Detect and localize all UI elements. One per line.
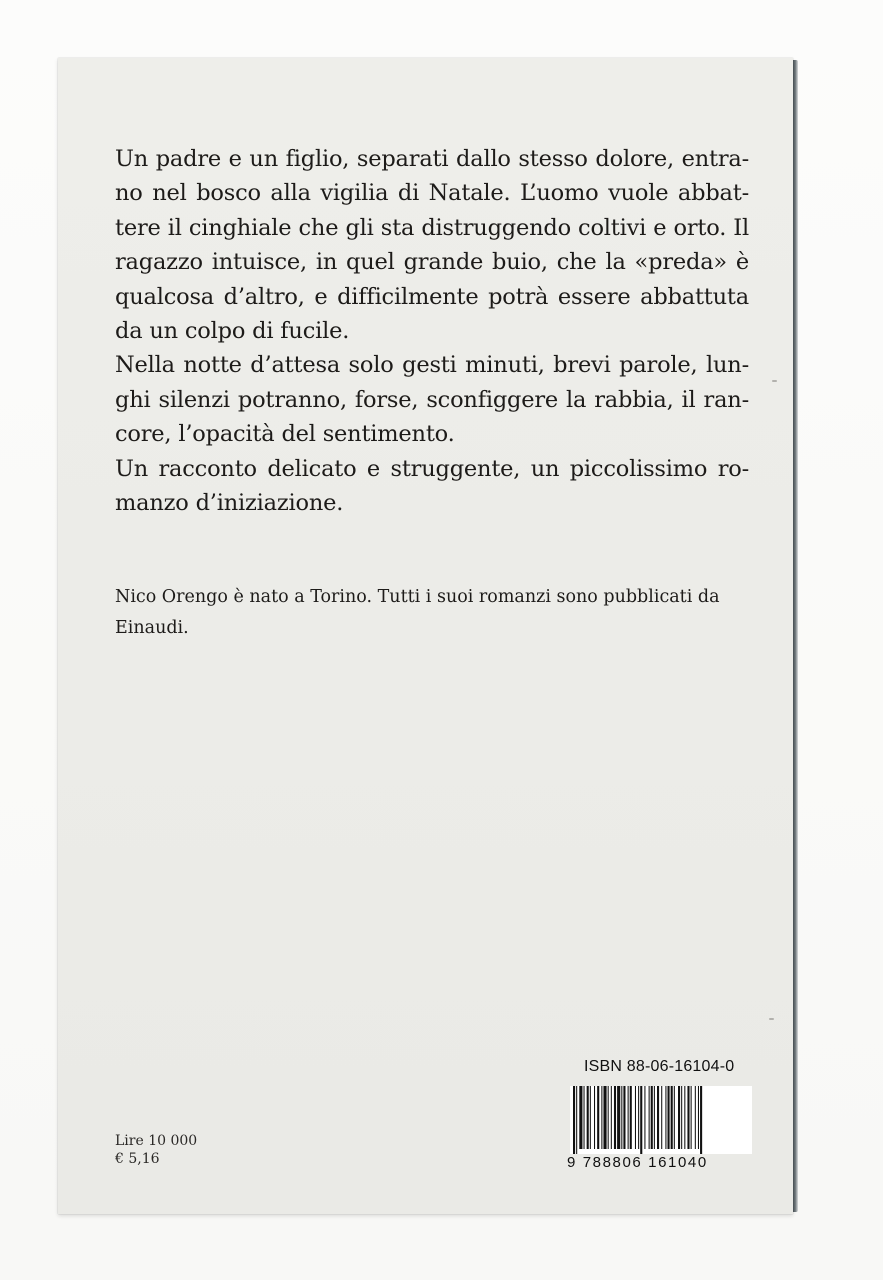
blurb-line: ghi silenzi potranno, forse, sconfiggere la rabbia, il ran- bbox=[115, 386, 749, 413]
barcode-bar bbox=[649, 1086, 650, 1149]
author-note bbox=[115, 582, 755, 644]
barcode-bar bbox=[579, 1086, 582, 1149]
author-note-line: Einaudi. bbox=[115, 618, 189, 638]
barcode-bar bbox=[587, 1086, 589, 1149]
barcode-bar bbox=[700, 1086, 702, 1154]
barcode-bar bbox=[674, 1086, 675, 1149]
blurb-text bbox=[115, 142, 749, 520]
barcode-bar bbox=[597, 1086, 599, 1149]
dust-speck bbox=[769, 1018, 774, 1020]
barcode-bar bbox=[687, 1086, 689, 1149]
barcode-bar bbox=[621, 1086, 622, 1149]
price-euro: € 5,16 bbox=[115, 1151, 160, 1167]
barcode-bar bbox=[573, 1086, 575, 1154]
barcode-bar bbox=[678, 1086, 680, 1149]
barcode-bar bbox=[671, 1086, 673, 1149]
barcode-bar bbox=[665, 1086, 666, 1149]
author-note-line: Nico Orengo è nato a Torino. Tutti i suoi romanzi sono pubblicati da bbox=[115, 587, 720, 607]
barcode-bar bbox=[698, 1086, 699, 1149]
blurb-line: Un racconto delicato e struggente, un piccolissimo ro- bbox=[115, 455, 749, 482]
blurb-line: no nel bosco alla vigilia di Natale. L’uomo vuole abbat- bbox=[115, 180, 749, 207]
book-back-cover bbox=[58, 58, 793, 1214]
barcode-bar bbox=[640, 1086, 642, 1154]
blurb-line: da un colpo di fucile. bbox=[115, 318, 350, 345]
barcode-bar bbox=[590, 1086, 591, 1149]
barcode-bar bbox=[684, 1086, 685, 1149]
barcode-bar bbox=[691, 1086, 692, 1149]
barcode-bar bbox=[657, 1086, 659, 1149]
barcode-bar bbox=[614, 1086, 616, 1149]
barcode-bar bbox=[661, 1086, 662, 1149]
isbn-label: ISBN 88-06-16104-0 bbox=[584, 1058, 735, 1075]
barcode-bar bbox=[695, 1086, 696, 1149]
barcode-bar bbox=[651, 1086, 653, 1149]
barcode-bar bbox=[576, 1086, 577, 1154]
barcode-bar bbox=[617, 1086, 620, 1149]
blurb-line: qualcosa d’altro, e difficilmente potrà essere abbattuta bbox=[115, 283, 749, 310]
barcode-digits: 9 788806 161040 bbox=[567, 1154, 708, 1171]
barcode-image bbox=[570, 1086, 752, 1154]
barcode-bar bbox=[603, 1086, 606, 1149]
barcode-bar bbox=[628, 1086, 629, 1149]
barcode-bar bbox=[608, 1086, 609, 1149]
barcode-bar bbox=[635, 1086, 636, 1149]
barcode-bar bbox=[668, 1086, 670, 1149]
dust-speck bbox=[772, 380, 777, 382]
barcode-bar bbox=[611, 1086, 612, 1149]
blurb-line: Un padre e un figlio, separati dallo stesso dolore, entra- bbox=[115, 146, 749, 172]
barcode-bar bbox=[623, 1086, 625, 1149]
barcode-bar bbox=[584, 1086, 585, 1149]
blurb-line: tere il cinghiale che gli sta distruggendo coltivi e orto. Il bbox=[115, 214, 749, 241]
barcode-bar bbox=[601, 1086, 602, 1149]
barcode-bar bbox=[681, 1086, 682, 1149]
blurb-line: core, l’opacità del sentimento. bbox=[115, 421, 455, 448]
barcode-bar bbox=[594, 1086, 595, 1149]
barcode-bar bbox=[654, 1086, 655, 1149]
barcode-bar bbox=[644, 1086, 645, 1149]
barcode-bar bbox=[630, 1086, 632, 1149]
blurb-line: ragazzo intuisce, in quel grande buio, che la «preda» è bbox=[115, 249, 749, 276]
blurb-line: manzo d’iniziazione. bbox=[115, 490, 344, 517]
blurb-line: Nella notte d’attesa solo gesti minuti, brevi parole, lun- bbox=[115, 352, 749, 379]
price-lire: Lire 10 000 bbox=[115, 1133, 198, 1149]
barcode-bar bbox=[638, 1086, 639, 1149]
price-block bbox=[115, 1132, 197, 1168]
